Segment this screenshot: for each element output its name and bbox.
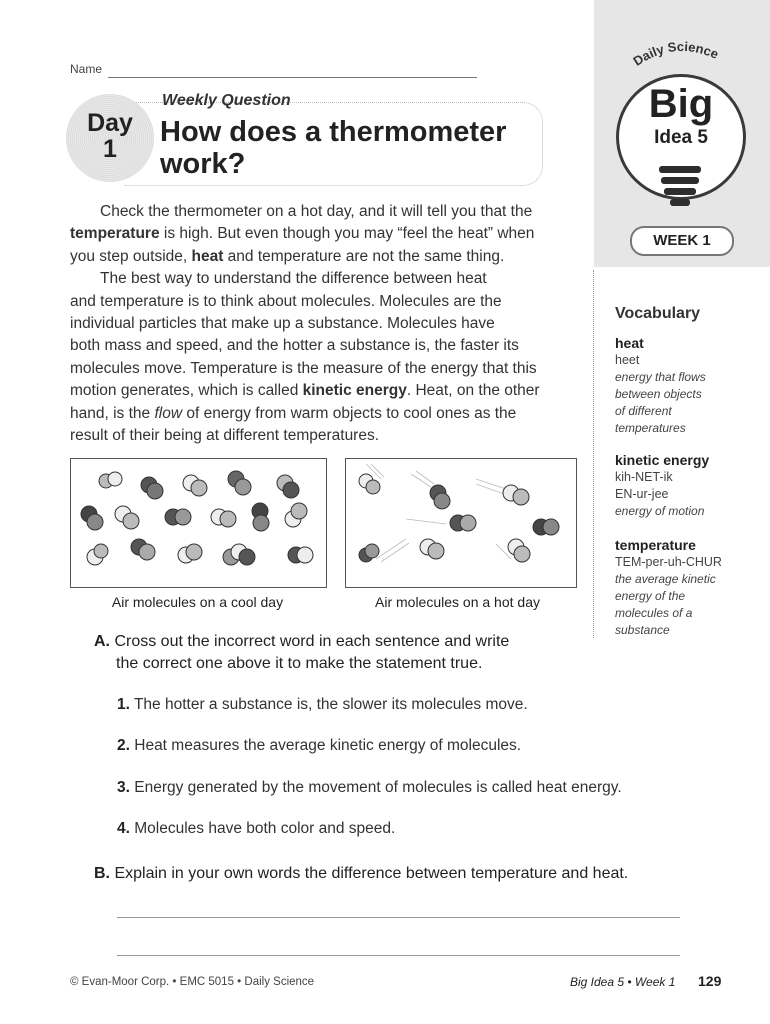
bulb-base-tip <box>670 199 690 206</box>
day-badge <box>66 94 154 182</box>
daily-science-label: Daily Science <box>630 38 721 69</box>
hot-molecules-illustration <box>346 459 576 587</box>
hot-day-caption: Air molecules on a hot day <box>375 594 540 610</box>
unit-label: Big Idea 5 • Week 1 <box>570 975 676 989</box>
cool-molecules-illustration <box>71 459 326 587</box>
question-item-4[interactable]: 4. Molecules have both color and speed. <box>117 820 396 837</box>
hot-day-figure <box>345 458 577 588</box>
answer-line[interactable] <box>117 917 680 918</box>
day-number: 1 <box>103 135 117 163</box>
question-item-2[interactable]: 2. Heat measures the average kinetic energy of molecules. <box>117 737 522 754</box>
vocab-entry-heat: heat heet energy that flows between objects of different temperatures <box>615 335 706 435</box>
day-label: Day <box>87 109 133 137</box>
vocab-entry-temperature: temperature TEM-per-uh-CHUR the average kinetic energy of the molecules of a substance <box>615 537 722 637</box>
cool-day-caption: Air molecules on a cool day <box>111 594 284 610</box>
section-b-instructions: B. Explain in your own words the difference between temperature and heat. <box>94 865 629 882</box>
svg-text:Daily Science <box>630 39 720 69</box>
weekly-question-label: Weekly Question <box>162 92 291 109</box>
page-number: 129 <box>698 973 722 989</box>
name-label: Name <box>70 62 103 76</box>
big-label: Big <box>648 82 714 126</box>
vocabulary-title: Vocabulary <box>615 305 701 322</box>
name-line[interactable] <box>108 77 477 78</box>
answer-line[interactable] <box>117 955 680 956</box>
cool-day-figure <box>70 458 327 588</box>
copyright: © Evan-Moor Corp. • EMC 5015 • Daily Science <box>70 976 315 988</box>
week-badge: WEEK 1 <box>630 226 734 256</box>
page-title: How does a thermometer work? <box>160 116 507 180</box>
section-a-instructions: A. Cross out the incorrect word in each sentence and write the correct one above it to make the statement true. <box>94 633 510 672</box>
bulb-base-ring <box>664 188 696 195</box>
sidebar-divider <box>593 270 594 638</box>
bulb-base-ring <box>659 166 701 173</box>
bulb-base-ring <box>661 177 699 184</box>
idea-label: Idea 5 <box>654 127 708 148</box>
question-item-1[interactable]: 1. The hotter a substance is, the slower its molecules move. <box>117 696 528 713</box>
daily-science-arc <box>620 30 750 80</box>
question-item-3[interactable]: 3. Energy generated by the movement of molecules is called heat energy. <box>117 779 622 796</box>
reading-passage: Check the thermometer on a hot day, and it will tell you that the temperature is high. But even though you may “feel the heat” when you step outside, heat and temperature are not the same thing. The best way to understand the difference between heat and temperature is to think about molecules. Molecules are the individual particles that make up a substance. Molecules have both mass and speed, and the hotter a substance is, the faster its molecules move. Temperature is the measure of the energy that this motion generates, which is called kinetic energy. Heat, on the other hand, is the flow of energy from warm objects to cool ones as the result of their being at different temperatures. <box>70 203 540 445</box>
vocab-entry-kinetic-energy: kinetic energy kih-NET-ik EN-ur-jee energy of motion <box>615 452 710 518</box>
